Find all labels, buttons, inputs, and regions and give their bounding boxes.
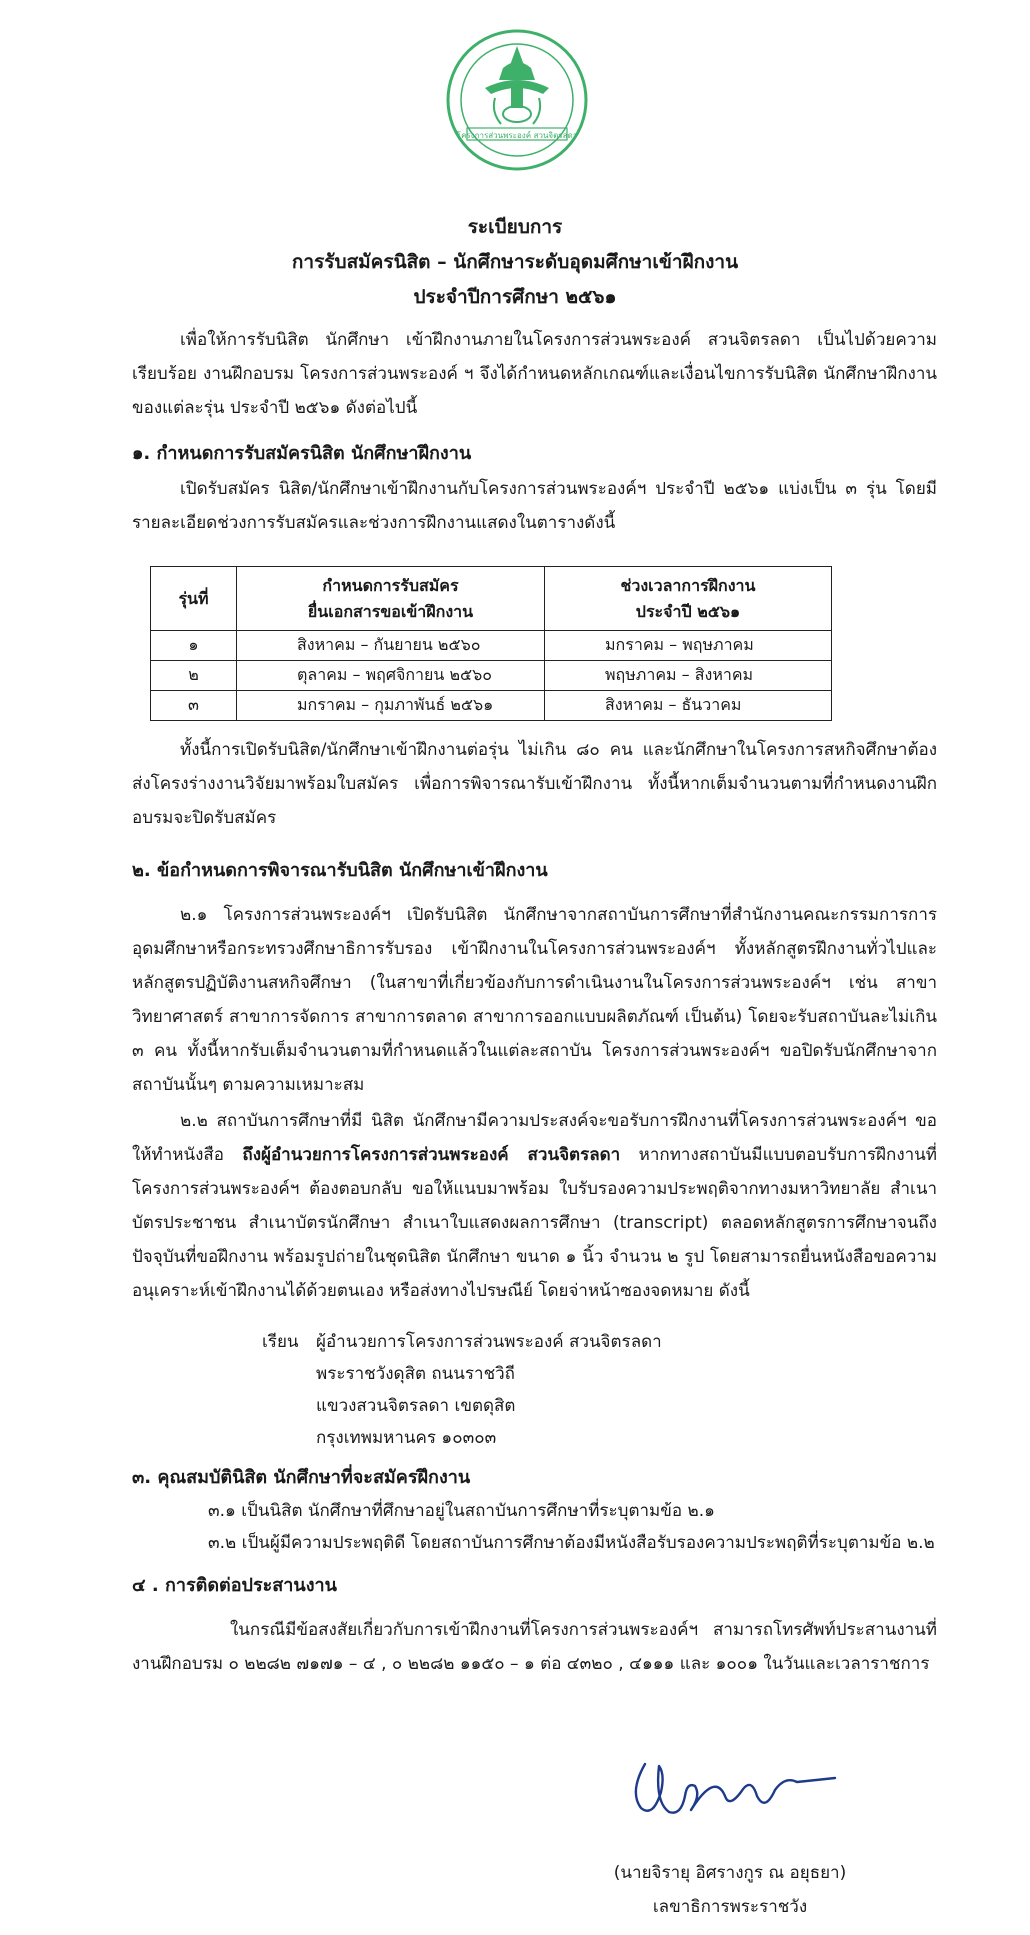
- col-apply-header: กำหนดการรับสมัคร ยื่นเอกสารขอเข้าฝึกงาน: [237, 567, 545, 631]
- address-line: ผู้อำนวยการโครงการส่วนพระองค์ สวนจิตรลดา: [316, 1332, 662, 1352]
- col-round-header: รุ่นที่: [151, 567, 237, 631]
- address-line: แขวงสวนจิตรลดา เขตดุสิต: [316, 1396, 516, 1416]
- table-header-row: [151, 567, 832, 631]
- section-2-1-text: ๒.๑ โครงการส่วนพระองค์ฯ เปิดรับนิสิต นักศึกษาจากสถาบันการศึกษาที่สำนักงานคณะกรรมการการอุดมศึกษาหรือกระทรวงศึกษาธิการรับรอง เข้าฝึกงานในโครงการส่วนพระองค์ฯ ทั้งหลักสูตรฝึกงานทั่วไปและหลักสูตรปฏิบัติงานสหกิจศึกษา (ในสาขาที่เกี่ยวข้องกับการดำเนินงานในโครงการส่วนพระองค์ฯ เช่น สาขาวิทยาศาสตร์ สาขาการจัดการ สาขาการตลาด สาขาการออกแบบผลิตภัณฑ์ เป็นต้น) โดยจะรับสถาบันละไม่เกิน ๓ คน ทั้งนี้หากรับเต็มจำนวนตามที่กำหนดแล้วในแต่ละสถาบัน โครงการส่วนพระองค์ฯ ขอปิดรับนักศึกษาจากสถาบันนั้นๆ ตามความเหมาะสม: [132, 905, 937, 1095]
- section-1-text: เปิดรับสมัคร นิสิต/นักศึกษาเข้าฝึกงานกับโครงการส่วนพระองค์ฯ ประจำปี ๒๕๖๑ แบ่งเป็น ๓ รุ่น โดยมีรายละเอียดช่วงการรับสมัครและช่วงการฝึกงานแสดงในตารางดังนี้: [132, 479, 937, 533]
- section-3-heading: ๓. คุณสมบัตินิสิต นักศึกษาที่จะสมัครฝึกงาน: [132, 1467, 471, 1488]
- svg-text:โครงการส่วนพระองค์ สวนจิตรลดา: โครงการส่วนพระองค์ สวนจิตรลดา: [456, 131, 578, 140]
- cell-round: ๒: [151, 661, 237, 691]
- section-3-item: ๓.๒ เป็นผู้มีความประพฤติดี โดยสถาบันการศึกษาต้องมีหนังสือรับรองความประพฤติที่ระบุตามข้อ ๒.๒: [208, 1533, 935, 1553]
- section-2-2-text: ๒.๒ สถาบันการศึกษาที่มี นิสิต นักศึกษามีความประสงค์จะขอรับการฝึกงานที่โครงการส่วนพระองค์ฯ ขอให้ทำหนังสือ ถึงผู้อำนวยการโครงการส่วนพระองค์ สวนจิตรลดา หากทางสถาบันมีแบบตอบรับการฝึกงานที่โครงการส่วนพระองค์ฯ ต้องตอบกลับ ขอให้แนบมาพร้อม ใบรับรองความประพฤติจากทางมหาวิทยาลัย สำเนาบัตรประชาชน สำเนาบัตรนักศึกษา สำเนาใบแสดงผลการศึกษา (transcript) ตลอดหลักสูตรการศึกษาจนถึงปัจจุบันที่ขอฝึกงาน พร้อมรูปถ่ายในชุดนิสิต นักศึกษา ขนาด ๑ นิ้ว จำนวน ๒ รูป โดยสามารถยื่นหนังสือขอความอนุเคราะห์เข้าฝึกงานได้ด้วยตนเอง หรือส่งทางไปรษณีย์ โดยจ่าหน้าซองจดหมาย ดังนี้: [132, 1111, 937, 1301]
- signatory-name: (นายจิรายุ อิศรางกูร ณ อยุธยา): [613, 1863, 847, 1883]
- address-line: กรุงเทพมหานคร ๑๐๓๐๓: [316, 1428, 497, 1448]
- signatory: [600, 1856, 860, 1924]
- cell-apply: มกราคม – กุมภาพันธ์ ๒๕๖๑: [237, 691, 545, 721]
- section-1-heading: ๑. กำหนดการรับสมัครนิสิต นักศึกษาฝึกงาน: [132, 443, 472, 464]
- cell-round: ๑: [151, 631, 237, 661]
- doc-title: ระเบียบการ: [467, 216, 563, 238]
- cell-training: มกราคม – พฤษภาคม: [545, 631, 832, 661]
- section-1-note: ทั้งนี้การเปิดรับนิสิต/นักศึกษาเข้าฝึกงานต่อรุ่น ไม่เกิน ๘๐ คน และนักศึกษาในโครงการสหกิจศึกษาต้องส่งโครงร่างงานวิจัยมาพร้อมใบสมัคร เพื่อการพิจารณารับเข้าฝึกงาน ทั้งนี้หากเต็มจำนวนตามที่กำหนดงานฝึกอบรมจะปิดรับสมัคร: [132, 740, 937, 828]
- cell-apply: สิงหาคม – กันยายน ๒๕๖๐: [237, 631, 545, 661]
- cell-round: ๓: [151, 691, 237, 721]
- col-training-header: ช่วงเวลาการฝึกงาน ประจำปี ๒๕๖๑: [545, 567, 832, 631]
- section-4-heading: ๔ . การติดต่อประสานงาน: [132, 1575, 337, 1596]
- address-line: พระราชวังดุสิต ถนนราชวิถี: [316, 1364, 515, 1384]
- address-label: เรียน: [262, 1332, 299, 1352]
- signatory-position: เลขาธิการพระราชวัง: [652, 1897, 808, 1917]
- intro-paragraph: เพื่อให้การรับนิสิต นักศึกษา เข้าฝึกงานภายในโครงการส่วนพระองค์ สวนจิตรลดา เป็นไปด้วยความเรียบร้อย งานฝึกอบรม โครงการส่วนพระองค์ ฯ จึงได้กำหนดหลักเกณฑ์และเงื่อนไขการรับนิสิต นักศึกษาฝึกงานของแต่ละรุ่น ประจำปี ๒๕๖๑ ดังต่อไปนี้: [132, 330, 937, 418]
- table-row: [151, 661, 832, 691]
- schedule-table: [150, 566, 832, 721]
- project-seal-logo: [445, 28, 589, 172]
- section-4-text: ในกรณีมีข้อสงสัยเกี่ยวกับการเข้าฝึกงานที่โครงการส่วนพระองค์ฯ สามารถโทรศัพท์ประสานงานที่งานฝึกอบรม ๐ ๒๒๘๒ ๗๑๗๑ – ๔ , ๐ ๒๒๘๒ ๑๑๕๐ – ๑ ต่อ ๔๓๒๐ , ๔๑๑๑ และ ๑๐๐๑ ในวันและเวลาราชการ: [132, 1620, 937, 1674]
- cell-training: พฤษภาคม – สิงหาคม: [545, 661, 832, 691]
- addressee-emphasis: ถึงผู้อำนวยการโครงการส่วนพระองค์ สวนจิตรลดา: [242, 1145, 621, 1165]
- cell-training: สิงหาคม – ธันวาคม: [545, 691, 832, 721]
- table-row: [151, 691, 832, 721]
- handwritten-signature: [625, 1752, 850, 1832]
- doc-year: ประจำปีการศึกษา ๒๕๖๑: [413, 286, 617, 308]
- cell-apply: ตุลาคม – พฤศจิกายน ๒๕๖๐: [237, 661, 545, 691]
- doc-subtitle: การรับสมัครนิสิต – นักศึกษาระดับอุดมศึกษาเข้าฝึกงาน: [291, 251, 739, 273]
- table-row: [151, 631, 832, 661]
- section-2-heading: ๒. ข้อกำหนดการพิจารณารับนิสิต นักศึกษาเข้าฝึกงาน: [132, 860, 548, 881]
- section-3-item: ๓.๑ เป็นนิสิต นักศึกษาที่ศึกษาอยู่ในสถาบันการศึกษาที่ระบุตามข้อ ๒.๑: [208, 1501, 715, 1521]
